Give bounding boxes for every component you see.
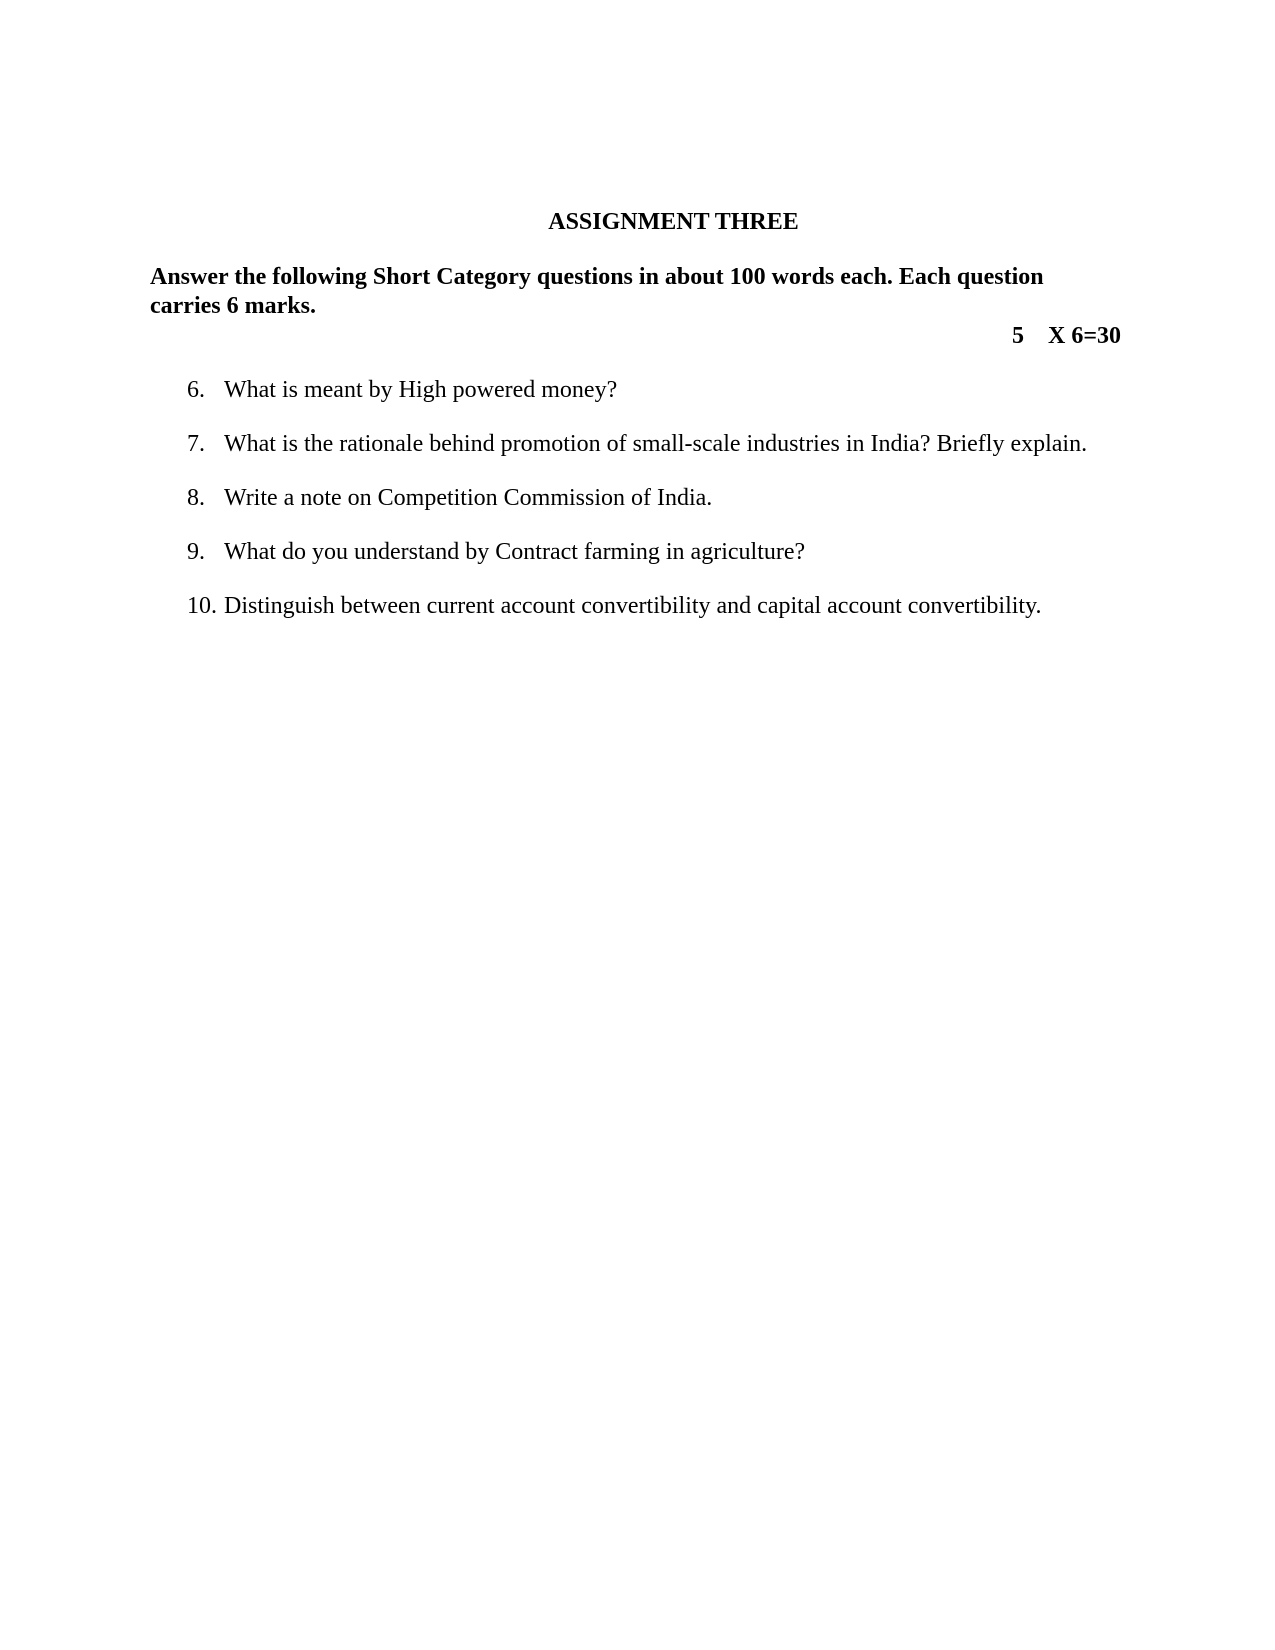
question-item (187, 590, 1127, 644)
question-text: Write a note on Competition Commission of India. (224, 485, 713, 511)
instructions-text: Answer the following Short Category questions in about 100 words each. Each question carries 6 marks. (150, 264, 1044, 319)
assignment-title: ASSIGNMENT THREE (548, 209, 799, 235)
question-number: 6. (187, 377, 205, 403)
question-number: 9. (187, 539, 205, 565)
question-text: Distinguish between current account convertibility and capital account convertibility. (224, 593, 1042, 619)
question-item (187, 374, 1127, 428)
question-text: What do you understand by Contract farming in agriculture? (224, 539, 806, 565)
question-item (187, 428, 1127, 482)
question-number: 10. (187, 593, 217, 619)
marks-allocation: 5 X 6=30 (1011, 323, 1121, 349)
question-number: 7. (187, 431, 205, 457)
question-item (187, 482, 1127, 536)
question-list (187, 374, 1127, 644)
question-text: What is meant by High powered money? (224, 377, 618, 403)
question-text: What is the rationale behind promotion of small-scale industries in India? Briefly explain. (224, 431, 1088, 457)
question-item (187, 536, 1127, 590)
question-number: 8. (187, 485, 205, 511)
